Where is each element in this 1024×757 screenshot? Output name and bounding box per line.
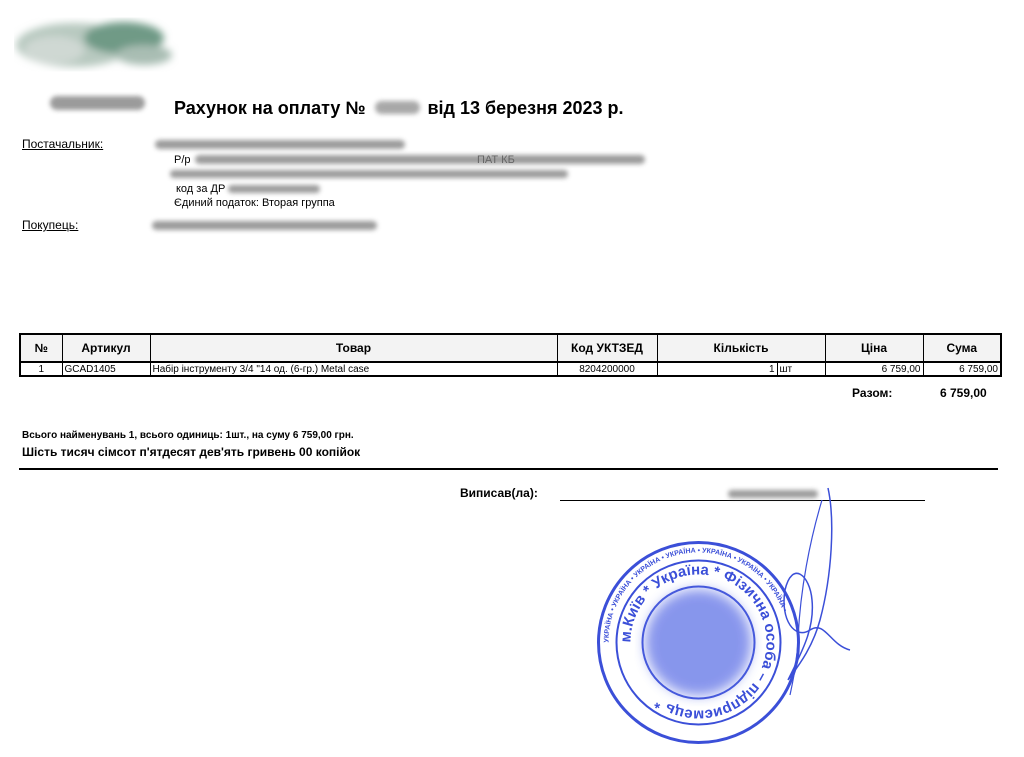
company-logo (14, 10, 179, 80)
invoice-title-date: від 13 березня 2023 р. (427, 98, 624, 118)
supplier-account-prefix: Р/р (174, 154, 191, 166)
cell-quantity: 1 (657, 362, 777, 376)
items-table (19, 333, 1002, 377)
cell-uktzed: 8204200000 (557, 362, 657, 376)
redacted-invoice-number (375, 101, 420, 114)
amount-in-words: Шість тисяч сімсот п'ятдесят дев'ять гривень 00 копійок (22, 445, 361, 459)
col-article: Артикул (62, 334, 150, 362)
stamp-text: м.Київ * Україна * Фізична особа – підприємець * (617, 561, 780, 724)
table-row (20, 362, 1001, 376)
col-quantity: Кількість (657, 334, 825, 362)
cell-article: GCAD1405 (62, 362, 150, 376)
col-product: Товар (150, 334, 557, 362)
invoice-title-prefix: Рахунок на оплату № (174, 98, 366, 118)
supplier-code-prefix: код за ДР (176, 183, 226, 195)
col-price: Ціна (825, 334, 923, 362)
handwritten-signature (740, 480, 860, 710)
total-value: 6 759,00 (940, 386, 987, 400)
cell-price: 6 759,00 (825, 362, 923, 376)
supplier-label: Постачальник: (22, 137, 104, 151)
cell-number: 1 (20, 362, 62, 376)
cell-sum: 6 759,00 (923, 362, 1001, 376)
col-uktzed: Код УКТЗЕД (557, 334, 657, 362)
redacted-supplier-name (155, 140, 405, 149)
summary-line: Всього найменувань 1, всього одиниць: 1шт., на суму 6 759,00 грн. (22, 430, 354, 441)
supplier-tax: Єдиний податок: Вторая группа (174, 197, 335, 209)
col-number: № (20, 334, 62, 362)
redacted-company-short (50, 96, 145, 110)
cell-unit: шт (777, 362, 825, 376)
redacted-code (228, 185, 320, 193)
redacted-account (195, 155, 645, 164)
total-label: Разом: (852, 386, 893, 400)
cell-product: Набір інструменту 3/4 "14 од. (6-гр.) Metal case (150, 362, 557, 376)
signed-by-label: Виписав(ла): (460, 486, 538, 500)
divider (19, 468, 998, 470)
stamp-ring-text: УКРАЇНА • УКРАЇНА • УКРАЇНА • УКРАЇНА • УКРАЇНА • УКРАЇНА • УКРАЇНА • (603, 547, 788, 643)
redacted-bank (170, 170, 568, 178)
buyer-label: Покупець: (22, 218, 79, 232)
redacted-buyer-name (152, 221, 377, 230)
table-header-row (20, 334, 1001, 362)
supplier-bank-fragment: ПАТ КБ (477, 154, 515, 166)
col-sum: Сума (923, 334, 1001, 362)
